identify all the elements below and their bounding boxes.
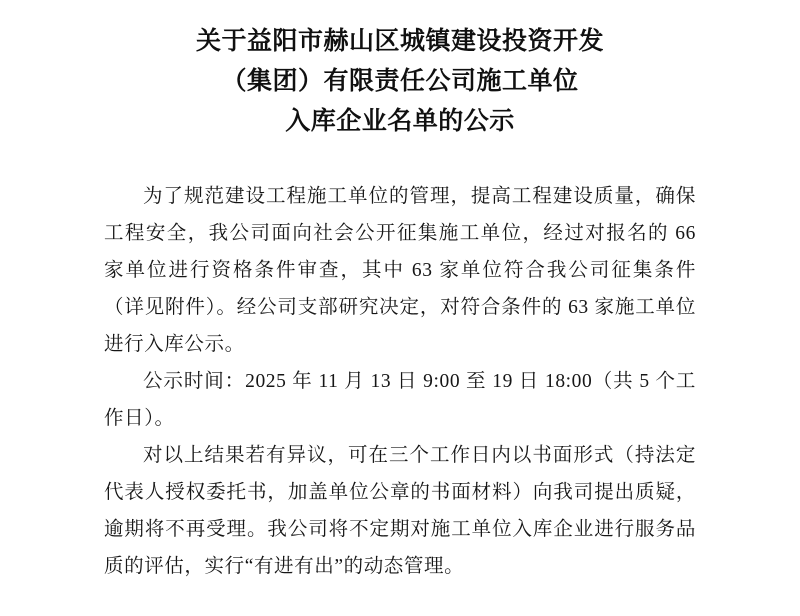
page-title-line-3: 入库企业名单的公示	[285, 108, 515, 135]
page-title-line-1: 关于益阳市赫山区城镇建设投资开发	[195, 28, 604, 55]
paragraph-3: 对以上结果若有异议，可在三个工作日内以书面形式（持法定代表人授权委托书，加盖单位公章的书面材料）向我司提出质疑，逾期将不再受理。我公司将不定期对施工单位入库企业进行服务品质的评估，实行“有进有出”的动态管理。	[104, 445, 696, 577]
page-title	[104, 18, 696, 142]
page-title-line-2: （集团）有限责任公司施工单位	[221, 68, 579, 95]
paragraph-2: 公示时间：2025 年 11 月 13 日 9:00 至 19 日 18:00（共 5 个工作日）。	[104, 371, 696, 429]
paragraph-1: 为了规范建设工程施工单位的管理，提高工程建设质量，确保工程安全，我公司面向社会公开征集施工单位，经过对报名的 66 家单位进行资格条件审查，其中 63 家单位符合我公司征集条件（详见附件）。经公司支部研究决定，对符合条件的 63 家施工单位进行入库公示。	[104, 186, 696, 355]
document-body	[104, 178, 696, 585]
